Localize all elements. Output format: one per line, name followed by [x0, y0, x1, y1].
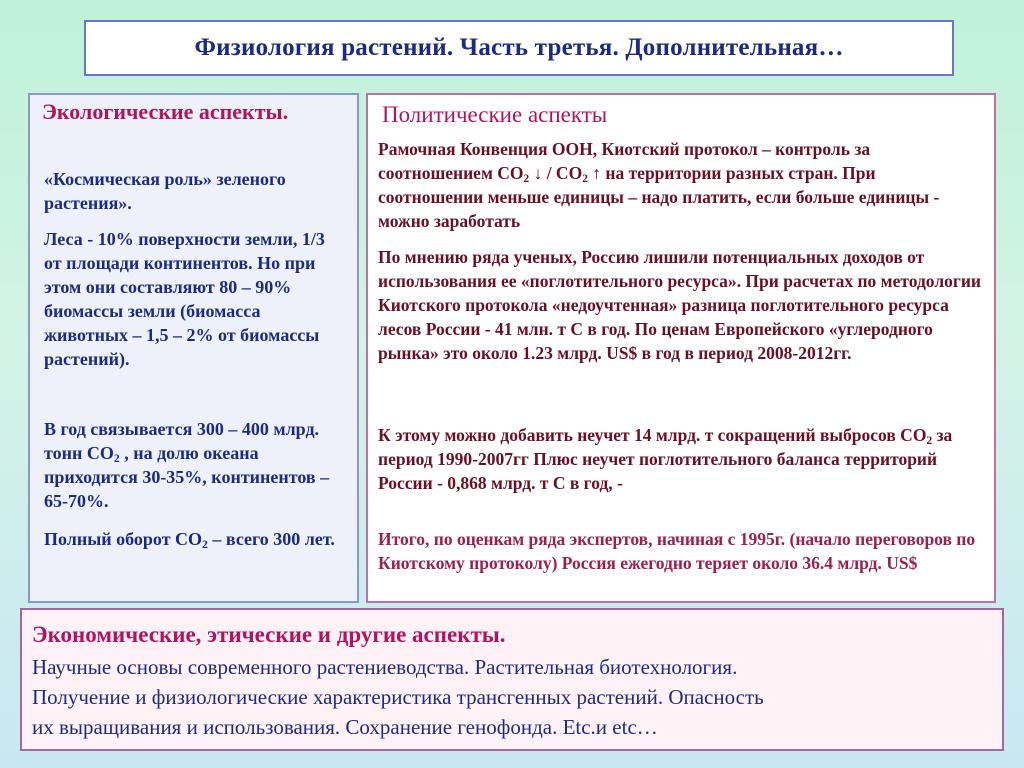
economics-text [32, 652, 992, 742]
ecology-paragraph-forests: Леса - 10% поверхности земли, 1/3 от площади континентов. Но при этом они составляют 80 – 90% биомассы земли (биомасса животных – 1,5 – 2% от биомассы растений). [44, 229, 325, 369]
subscript: 2 [523, 173, 530, 185]
text-fragment: Рамочная Конвенция ООН, Киотский протокол – контроль за соотношением CO [378, 139, 871, 183]
politics-paragraph-kyoto [378, 137, 978, 233]
page-title: Физиология растений. Часть третья. Дополнительная… [194, 34, 844, 61]
text-fragment: – всего 300 лет. [207, 529, 335, 549]
subscript: 2 [113, 452, 120, 465]
text-fragment: их выращивания и использования. Сохранение генофонда. [32, 715, 563, 739]
text-fragment: ↑ на территории разных стран. При соотношении меньше единицы – надо платить, если больше единицы - можно заработать [378, 163, 940, 231]
politics-paragraph-emissions [378, 423, 983, 495]
text-fragment: Полный оборот CO [44, 529, 203, 549]
ecology-panel [28, 93, 359, 603]
title-box [84, 20, 954, 76]
ecology-paragraph-co2-cycle [44, 527, 344, 551]
text-fragment: за период 1990-2007гг Плюс неучет поглотительного баланса территорий России - 0,868 млрд. т С в год, - [378, 425, 953, 493]
subscript: 2 [202, 538, 208, 551]
etc-text: Etc.и etc… [562, 715, 658, 739]
politics-panel [366, 93, 996, 603]
ecology-paragraph-co2-binding [44, 417, 344, 513]
text-fragment: ↓ / CO [529, 163, 583, 183]
ecology-paragraph-cosmic-role: «Космическая роль» зеленого растения». [44, 169, 286, 213]
politics-paragraph-total: Итого, по оценкам ряда экспертов, начиная с 1995г. (начало переговоров по Киотскому протоколу) Россия ежегодно теряет около 36.4 млрд. US$ [378, 529, 976, 573]
subscript: 2 [582, 173, 588, 185]
economics-line-3 [32, 712, 992, 742]
text-fragment: , на долю океана приходится 30-35%, континентов – 65-70%. [44, 443, 330, 511]
politics-heading: Политические аспекты [382, 102, 608, 127]
subscript: 2 [926, 435, 933, 447]
economics-line-1: Научные основы современного растениеводства. Растительная биотехнология. [32, 655, 738, 679]
politics-paragraph-russia-losses: По мнению ряда ученых, Россию лишили потенциальных доходов от использования ее «поглотительного ресурса». При расчетах по методологии Киотского протокола «недоучтенная» разница поглотительного ресурса лесов России - 41 млн. т С в год. По ценам Европейского «углеродного рынка» это около 1.23 млрд. US$ в год в период 2008-2012гг. [378, 247, 981, 363]
ecology-heading: Экологические аспекты. [42, 99, 289, 124]
economics-panel [20, 608, 1004, 751]
economics-line-2: Получение и физиологические характеристика трансгенных растений. Опасность [32, 685, 764, 709]
text-fragment: В год связывается 300 – 400 млрд. тонн CO [44, 419, 320, 463]
text-fragment: К этому можно добавить неучет 14 млрд. т сокращений выбросов CO [378, 425, 927, 445]
economics-heading: Экономические, этические и другие аспекты. [32, 622, 506, 647]
